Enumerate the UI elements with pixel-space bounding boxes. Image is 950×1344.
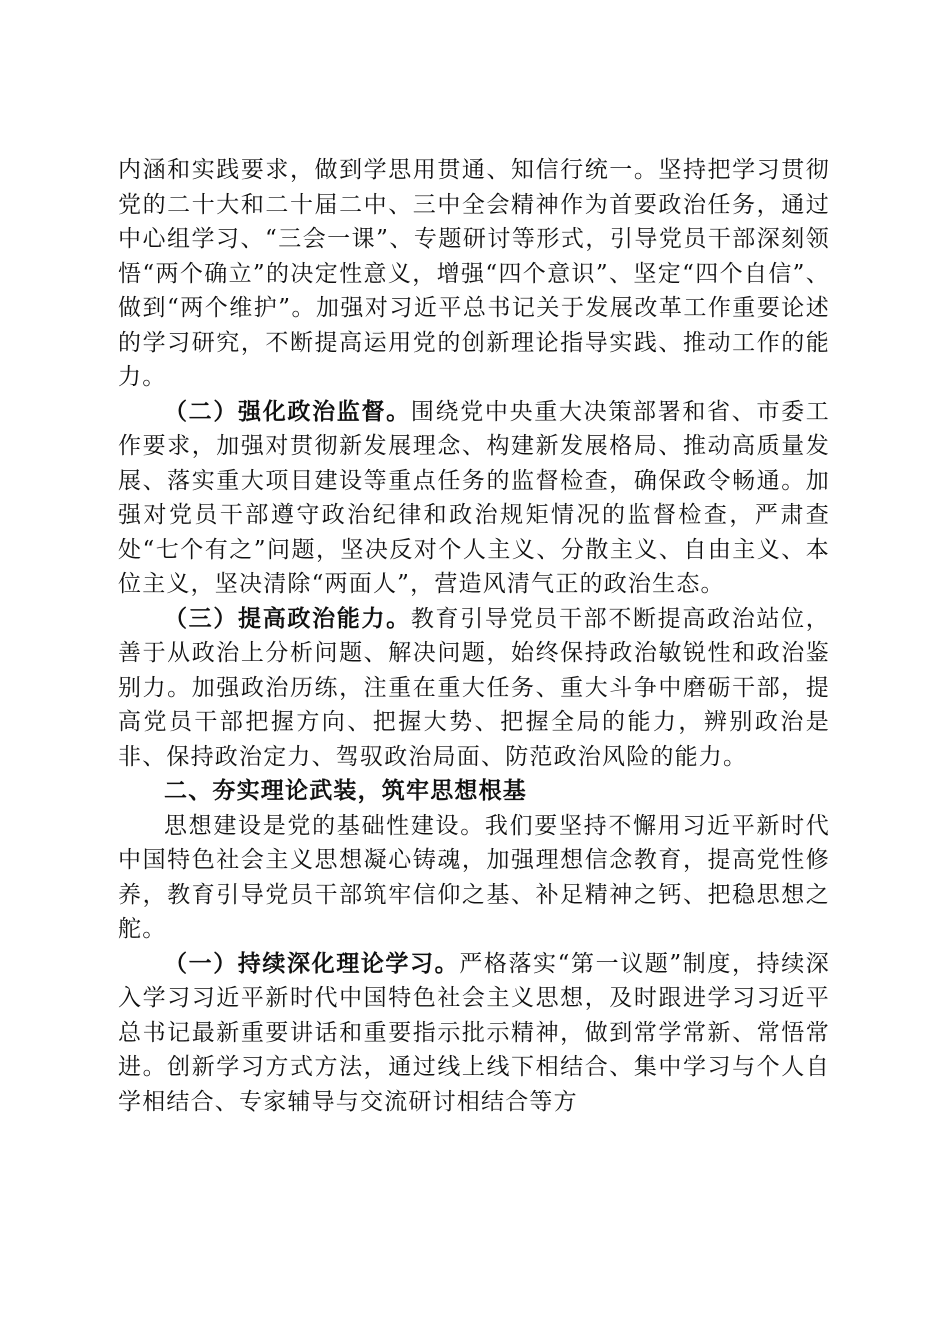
paragraph-text: 教育引导党员干部不断提高政治站位，善于从政治上分析问题、解决问题，始终保持政治敏锐性和政治鉴别力。加强政治历练，注重在重大任务、重大斗争中磨砺干部，提高党员干部把握方向、把握大势、把握全局的能力，辨别政治是非、保持政治定力、驾驭政治局面、防范政治风险的能力。 [118, 605, 830, 770]
paragraph-theory-study [118, 947, 830, 1120]
paragraph-lead: （三）提高政治能力。 [164, 605, 411, 632]
paragraph-political-ability [118, 602, 830, 775]
paragraph-lead: （二）强化政治监督。 [164, 398, 411, 425]
paragraph-text: 严格落实“第一议题”制度，持续深入学习习近平新时代中国特色社会主义思想，及时跟进学习习近平总书记最新重要讲话和重要指示批示精神，做到常学常新、常悟常进。创新学习方式方法，通过线上线下相结合、集中学习与个人自学相结合、专家辅导与交流研讨相结合等方 [118, 950, 830, 1115]
section-heading: 二、夯实理论武装，筑牢思想根基 [164, 778, 527, 804]
paragraph-text: 内涵和实践要求，做到学思用贯通、知信行统一。坚持把学习贯彻党的二十大和二十届二中、三中全会精神作为首要政治任务，通过中心组学习、“三会一课”、专题研讨等形式，引导党员干部深刻领悟“两个确立”的决定性意义，增强“四个意识”、坚定“四个自信”、做到“两个维护”。加强对习近平总书记关于发展改革工作重要论述的学习研究，不断提高运用党的创新理论指导实践、推动工作的能力。 [118, 157, 830, 390]
paragraph-continuation [118, 153, 830, 395]
section-intro: 思想建设是党的基础性建设。我们要坚持不懈用习近平新时代中国特色社会主义思想凝心铸魂，加强理想信念教育，提高党性修养，教育引导党员干部筑牢信仰之基、补足精神之钙、把稳思想之舵。 [118, 812, 830, 942]
paragraph-lead: （一）持续深化理论学习。 [164, 950, 460, 977]
document-body [118, 153, 830, 1119]
paragraph-political-supervision [118, 395, 830, 602]
paragraph-text: 围绕党中央重大决策部署和省、市委工作要求，加强对贯彻新发展理念、构建新发展格局、推动高质量发展、落实重大项目建设等重点任务的监督检查，确保政令畅通。加强对党员干部遵守政治纪律和政治规矩情况的监督检查，严肃查处“七个有之”问题，坚决反对个人主义、分散主义、自由主义、本位主义，坚决清除“两面人”，营造风清气正的政治生态。 [118, 398, 830, 597]
